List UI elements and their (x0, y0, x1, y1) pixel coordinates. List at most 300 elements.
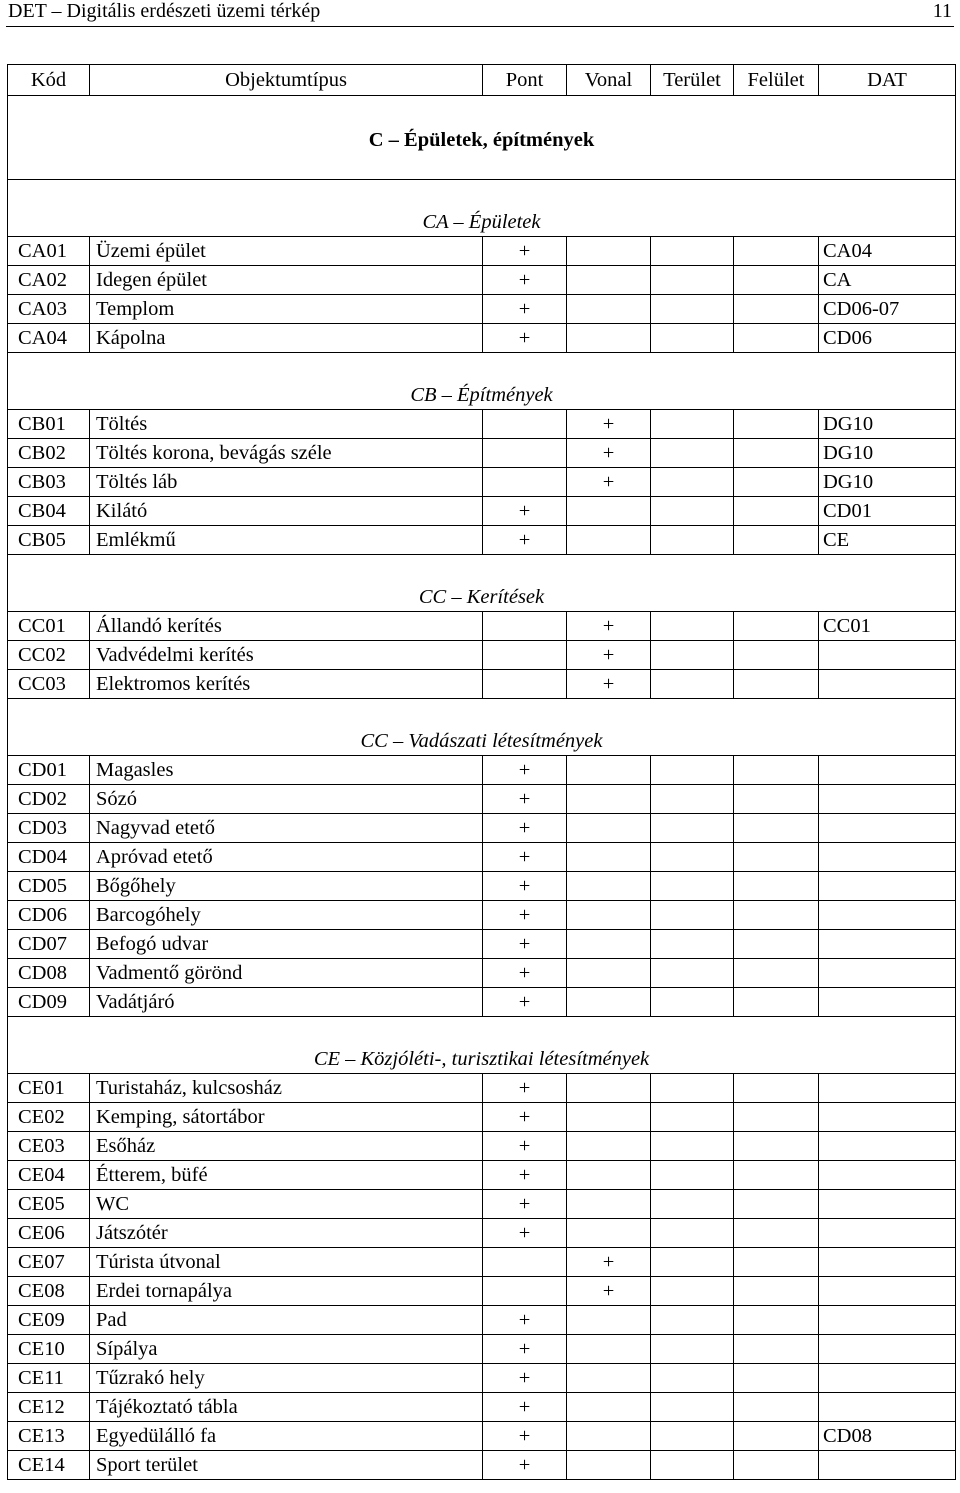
row-pont: + (483, 930, 567, 959)
row-name: Sípálya (90, 1335, 483, 1364)
row-terulet (651, 468, 734, 497)
table-row (8, 785, 956, 814)
table-row (8, 612, 956, 641)
row-felulet (734, 526, 819, 555)
row-pont (483, 612, 567, 641)
row-felulet (734, 295, 819, 324)
table-row (8, 930, 956, 959)
row-vonal: + (567, 410, 651, 439)
row-dat (819, 930, 956, 959)
row-felulet (734, 1161, 819, 1190)
row-name: Idegen épület (90, 266, 483, 295)
row-pont: + (483, 237, 567, 266)
row-pont (483, 641, 567, 670)
row-pont: + (483, 1190, 567, 1219)
row-code: CB01 (8, 410, 90, 439)
row-code: CE04 (8, 1161, 90, 1190)
column-header-dat: DAT (819, 65, 956, 96)
row-vonal (567, 872, 651, 901)
row-code: CB04 (8, 497, 90, 526)
row-pont: + (483, 1451, 567, 1480)
section-title-row (8, 180, 956, 237)
row-pont: + (483, 1132, 567, 1161)
row-name: Sport terület (90, 1451, 483, 1480)
table-row (8, 1074, 956, 1103)
column-header-terulet: Terület (651, 65, 734, 96)
row-code: CA03 (8, 295, 90, 324)
row-name: Töltés láb (90, 468, 483, 497)
row-terulet (651, 1335, 734, 1364)
table-row (8, 1219, 956, 1248)
row-terulet (651, 1364, 734, 1393)
row-felulet (734, 959, 819, 988)
row-felulet (734, 1393, 819, 1422)
row-felulet (734, 1306, 819, 1335)
row-vonal (567, 324, 651, 353)
table-row (8, 237, 956, 266)
row-name: Barcogóhely (90, 901, 483, 930)
row-pont: + (483, 1335, 567, 1364)
row-vonal: + (567, 670, 651, 699)
section-title: CC – Kerítések (8, 555, 956, 612)
row-name: Erdei tornapálya (90, 1277, 483, 1306)
row-terulet (651, 410, 734, 439)
row-felulet (734, 872, 819, 901)
row-name: Pad (90, 1306, 483, 1335)
table-row (8, 1422, 956, 1451)
main-title-row (8, 96, 956, 180)
row-vonal: + (567, 468, 651, 497)
row-terulet (651, 237, 734, 266)
row-vonal (567, 1074, 651, 1103)
row-terulet (651, 526, 734, 555)
row-name: Vadátjáró (90, 988, 483, 1017)
row-terulet (651, 785, 734, 814)
table-row (8, 988, 956, 1017)
row-code: CB05 (8, 526, 90, 555)
row-name: Emlékmű (90, 526, 483, 555)
row-felulet (734, 1422, 819, 1451)
section-title-row (8, 1017, 956, 1074)
row-dat: CA04 (819, 237, 956, 266)
row-pont: + (483, 872, 567, 901)
row-felulet (734, 237, 819, 266)
page-header (6, 0, 954, 27)
table-row (8, 1248, 956, 1277)
row-dat (819, 1132, 956, 1161)
row-code: CA04 (8, 324, 90, 353)
object-type-table (7, 64, 956, 1480)
row-vonal (567, 785, 651, 814)
row-code: CE05 (8, 1190, 90, 1219)
row-code: CB02 (8, 439, 90, 468)
row-terulet (651, 1219, 734, 1248)
row-name: Üzemi épület (90, 237, 483, 266)
row-code: CC03 (8, 670, 90, 699)
row-pont: + (483, 814, 567, 843)
row-vonal (567, 756, 651, 785)
section-title-row (8, 699, 956, 756)
row-name: WC (90, 1190, 483, 1219)
row-name: Egyedülálló fa (90, 1422, 483, 1451)
row-pont (483, 468, 567, 497)
row-dat (819, 1103, 956, 1132)
row-dat (819, 1190, 956, 1219)
row-vonal (567, 930, 651, 959)
row-terulet (651, 756, 734, 785)
table-row (8, 843, 956, 872)
section-title: CB – Építmények (8, 353, 956, 410)
row-code: CE12 (8, 1393, 90, 1422)
table-row (8, 1335, 956, 1364)
section-title: CE – Közjóléti-, turisztikai létesítmények (8, 1017, 956, 1074)
row-vonal (567, 814, 651, 843)
row-dat (819, 1277, 956, 1306)
row-code: CE11 (8, 1364, 90, 1393)
row-pont (483, 1248, 567, 1277)
row-pont: + (483, 497, 567, 526)
row-vonal (567, 901, 651, 930)
row-vonal: + (567, 1248, 651, 1277)
row-terulet (651, 1132, 734, 1161)
row-dat: CC01 (819, 612, 956, 641)
table-row (8, 756, 956, 785)
row-name: Elektromos kerítés (90, 670, 483, 699)
row-dat (819, 1451, 956, 1480)
row-code: CD06 (8, 901, 90, 930)
table-row (8, 439, 956, 468)
row-dat: CD08 (819, 1422, 956, 1451)
row-dat (819, 901, 956, 930)
row-felulet (734, 988, 819, 1017)
row-code: CE14 (8, 1451, 90, 1480)
table-row (8, 266, 956, 295)
row-pont (483, 439, 567, 468)
row-terulet (651, 1277, 734, 1306)
column-header-pont: Pont (483, 65, 567, 96)
row-pont: + (483, 1161, 567, 1190)
row-code: CD02 (8, 785, 90, 814)
row-name: Vadmentő görönd (90, 959, 483, 988)
row-dat: DG10 (819, 468, 956, 497)
row-code: CD07 (8, 930, 90, 959)
row-felulet (734, 1103, 819, 1132)
row-dat (819, 1364, 956, 1393)
row-vonal: + (567, 641, 651, 670)
row-name: Vadvédelmi kerítés (90, 641, 483, 670)
row-name: Esőház (90, 1132, 483, 1161)
row-terulet (651, 988, 734, 1017)
row-name: Kemping, sátortábor (90, 1103, 483, 1132)
row-vonal (567, 1422, 651, 1451)
row-terulet (651, 266, 734, 295)
row-code: CE02 (8, 1103, 90, 1132)
row-felulet (734, 814, 819, 843)
row-dat: CE (819, 526, 956, 555)
row-terulet (651, 439, 734, 468)
row-terulet (651, 497, 734, 526)
row-code: CD03 (8, 814, 90, 843)
row-terulet (651, 843, 734, 872)
row-felulet (734, 930, 819, 959)
table-row (8, 959, 956, 988)
table-row (8, 814, 956, 843)
column-header-vonal: Vonal (567, 65, 651, 96)
row-dat (819, 1393, 956, 1422)
row-terulet (651, 959, 734, 988)
row-vonal: + (567, 1277, 651, 1306)
row-code: CD04 (8, 843, 90, 872)
row-vonal (567, 1306, 651, 1335)
row-terulet (651, 872, 734, 901)
row-code: CE03 (8, 1132, 90, 1161)
row-dat (819, 1335, 956, 1364)
row-code: CE06 (8, 1219, 90, 1248)
table-row (8, 1103, 956, 1132)
row-vonal (567, 497, 651, 526)
row-terulet (651, 1451, 734, 1480)
row-vonal (567, 1161, 651, 1190)
row-code: CB03 (8, 468, 90, 497)
row-dat: DG10 (819, 439, 956, 468)
table-row (8, 872, 956, 901)
row-felulet (734, 1277, 819, 1306)
row-code: CD05 (8, 872, 90, 901)
row-name: Tűzrakó hely (90, 1364, 483, 1393)
row-felulet (734, 266, 819, 295)
row-felulet (734, 468, 819, 497)
row-vonal (567, 237, 651, 266)
row-terulet (651, 670, 734, 699)
row-code: CE13 (8, 1422, 90, 1451)
table-row (8, 468, 956, 497)
row-pont: + (483, 295, 567, 324)
row-felulet (734, 843, 819, 872)
row-pont: + (483, 959, 567, 988)
column-header-kod: Kód (8, 65, 90, 96)
row-name: Sózó (90, 785, 483, 814)
table-row (8, 1190, 956, 1219)
row-pont (483, 670, 567, 699)
row-dat (819, 959, 956, 988)
row-dat: CA (819, 266, 956, 295)
row-terulet (651, 1161, 734, 1190)
row-vonal (567, 1219, 651, 1248)
table-row (8, 1393, 956, 1422)
row-pont: + (483, 756, 567, 785)
row-code: CE01 (8, 1074, 90, 1103)
row-terulet (651, 1422, 734, 1451)
row-felulet (734, 1335, 819, 1364)
row-dat (819, 843, 956, 872)
row-felulet (734, 641, 819, 670)
row-felulet (734, 439, 819, 468)
row-pont: + (483, 1219, 567, 1248)
row-vonal (567, 1132, 651, 1161)
table-row (8, 526, 956, 555)
row-felulet (734, 324, 819, 353)
row-vonal (567, 1451, 651, 1480)
row-pont: + (483, 526, 567, 555)
row-terulet (651, 641, 734, 670)
row-pont: + (483, 1306, 567, 1335)
row-terulet (651, 295, 734, 324)
row-name: Magasles (90, 756, 483, 785)
row-dat (819, 641, 956, 670)
row-dat (819, 1219, 956, 1248)
row-vonal (567, 295, 651, 324)
row-terulet (651, 1248, 734, 1277)
section-title: CC – Vadászati létesítmények (8, 699, 956, 756)
row-terulet (651, 1190, 734, 1219)
row-name: Apróvad etető (90, 843, 483, 872)
row-vonal (567, 1190, 651, 1219)
row-felulet (734, 670, 819, 699)
row-dat (819, 756, 956, 785)
row-code: CE09 (8, 1306, 90, 1335)
row-felulet (734, 1219, 819, 1248)
row-vonal: + (567, 612, 651, 641)
row-name: Befogó udvar (90, 930, 483, 959)
table-row (8, 670, 956, 699)
row-dat: CD06 (819, 324, 956, 353)
table-row (8, 410, 956, 439)
row-felulet (734, 1451, 819, 1480)
row-pont (483, 1277, 567, 1306)
row-terulet (651, 1074, 734, 1103)
table-row (8, 1451, 956, 1480)
row-terulet (651, 930, 734, 959)
row-felulet (734, 1074, 819, 1103)
table-row (8, 1277, 956, 1306)
row-code: CC02 (8, 641, 90, 670)
row-name: Turistaház, kulcsosház (90, 1074, 483, 1103)
table-row (8, 324, 956, 353)
row-name: Nagyvad etető (90, 814, 483, 843)
row-felulet (734, 756, 819, 785)
row-name: Játszótér (90, 1219, 483, 1248)
row-felulet (734, 497, 819, 526)
row-dat (819, 785, 956, 814)
row-pont: + (483, 1422, 567, 1451)
row-pont: + (483, 1364, 567, 1393)
row-name: Bőgőhely (90, 872, 483, 901)
row-terulet (651, 612, 734, 641)
row-terulet (651, 1393, 734, 1422)
row-name: Étterem, büfé (90, 1161, 483, 1190)
row-name: Töltés korona, bevágás széle (90, 439, 483, 468)
row-name: Kápolna (90, 324, 483, 353)
row-vonal (567, 266, 651, 295)
table-row (8, 641, 956, 670)
row-dat (819, 814, 956, 843)
row-felulet (734, 410, 819, 439)
row-terulet (651, 1103, 734, 1132)
row-pont: + (483, 843, 567, 872)
row-pont: + (483, 901, 567, 930)
row-felulet (734, 785, 819, 814)
row-pont: + (483, 324, 567, 353)
page-number: 11 (932, 0, 952, 22)
row-code: CD01 (8, 756, 90, 785)
row-pont (483, 410, 567, 439)
row-vonal (567, 1393, 651, 1422)
row-dat (819, 1161, 956, 1190)
row-felulet (734, 1132, 819, 1161)
row-pont: + (483, 266, 567, 295)
row-felulet (734, 1364, 819, 1393)
row-dat (819, 1074, 956, 1103)
row-dat: DG10 (819, 410, 956, 439)
row-vonal (567, 843, 651, 872)
row-terulet (651, 324, 734, 353)
row-felulet (734, 612, 819, 641)
row-vonal (567, 988, 651, 1017)
row-code: CD09 (8, 988, 90, 1017)
table-row (8, 295, 956, 324)
row-pont: + (483, 1074, 567, 1103)
page-title: DET – Digitális erdészeti üzemi térkép (8, 0, 321, 22)
row-vonal: + (567, 439, 651, 468)
row-name: Templom (90, 295, 483, 324)
row-dat (819, 872, 956, 901)
table-row (8, 901, 956, 930)
table-row (8, 1132, 956, 1161)
row-name: Túrista útvonal (90, 1248, 483, 1277)
section-title-row (8, 353, 956, 410)
row-pont: + (483, 1393, 567, 1422)
row-dat (819, 988, 956, 1017)
row-code: CE07 (8, 1248, 90, 1277)
row-terulet (651, 1306, 734, 1335)
row-vonal (567, 959, 651, 988)
table-row (8, 1306, 956, 1335)
row-vonal (567, 1103, 651, 1132)
row-name: Állandó kerítés (90, 612, 483, 641)
column-header-objektumtipus: Objektumtípus (90, 65, 483, 96)
row-dat: CD01 (819, 497, 956, 526)
row-vonal (567, 1364, 651, 1393)
column-header-felulet: Felület (734, 65, 819, 96)
table-row (8, 1161, 956, 1190)
row-code: CC01 (8, 612, 90, 641)
row-name: Kilátó (90, 497, 483, 526)
row-terulet (651, 814, 734, 843)
row-name: Tájékoztató tábla (90, 1393, 483, 1422)
row-dat (819, 1306, 956, 1335)
row-dat (819, 670, 956, 699)
table-row (8, 1364, 956, 1393)
table-body (8, 96, 956, 1480)
row-terulet (651, 901, 734, 930)
row-name: Töltés (90, 410, 483, 439)
row-code: CA01 (8, 237, 90, 266)
section-title-row (8, 555, 956, 612)
row-felulet (734, 1248, 819, 1277)
section-title: CA – Épületek (8, 180, 956, 237)
row-pont: + (483, 1103, 567, 1132)
table-row (8, 497, 956, 526)
main-title: C – Épületek, építmények (8, 96, 956, 180)
header-row (8, 65, 956, 96)
row-pont: + (483, 785, 567, 814)
row-code: CE10 (8, 1335, 90, 1364)
row-code: CA02 (8, 266, 90, 295)
row-felulet (734, 901, 819, 930)
row-vonal (567, 1335, 651, 1364)
row-code: CD08 (8, 959, 90, 988)
row-dat (819, 1248, 956, 1277)
